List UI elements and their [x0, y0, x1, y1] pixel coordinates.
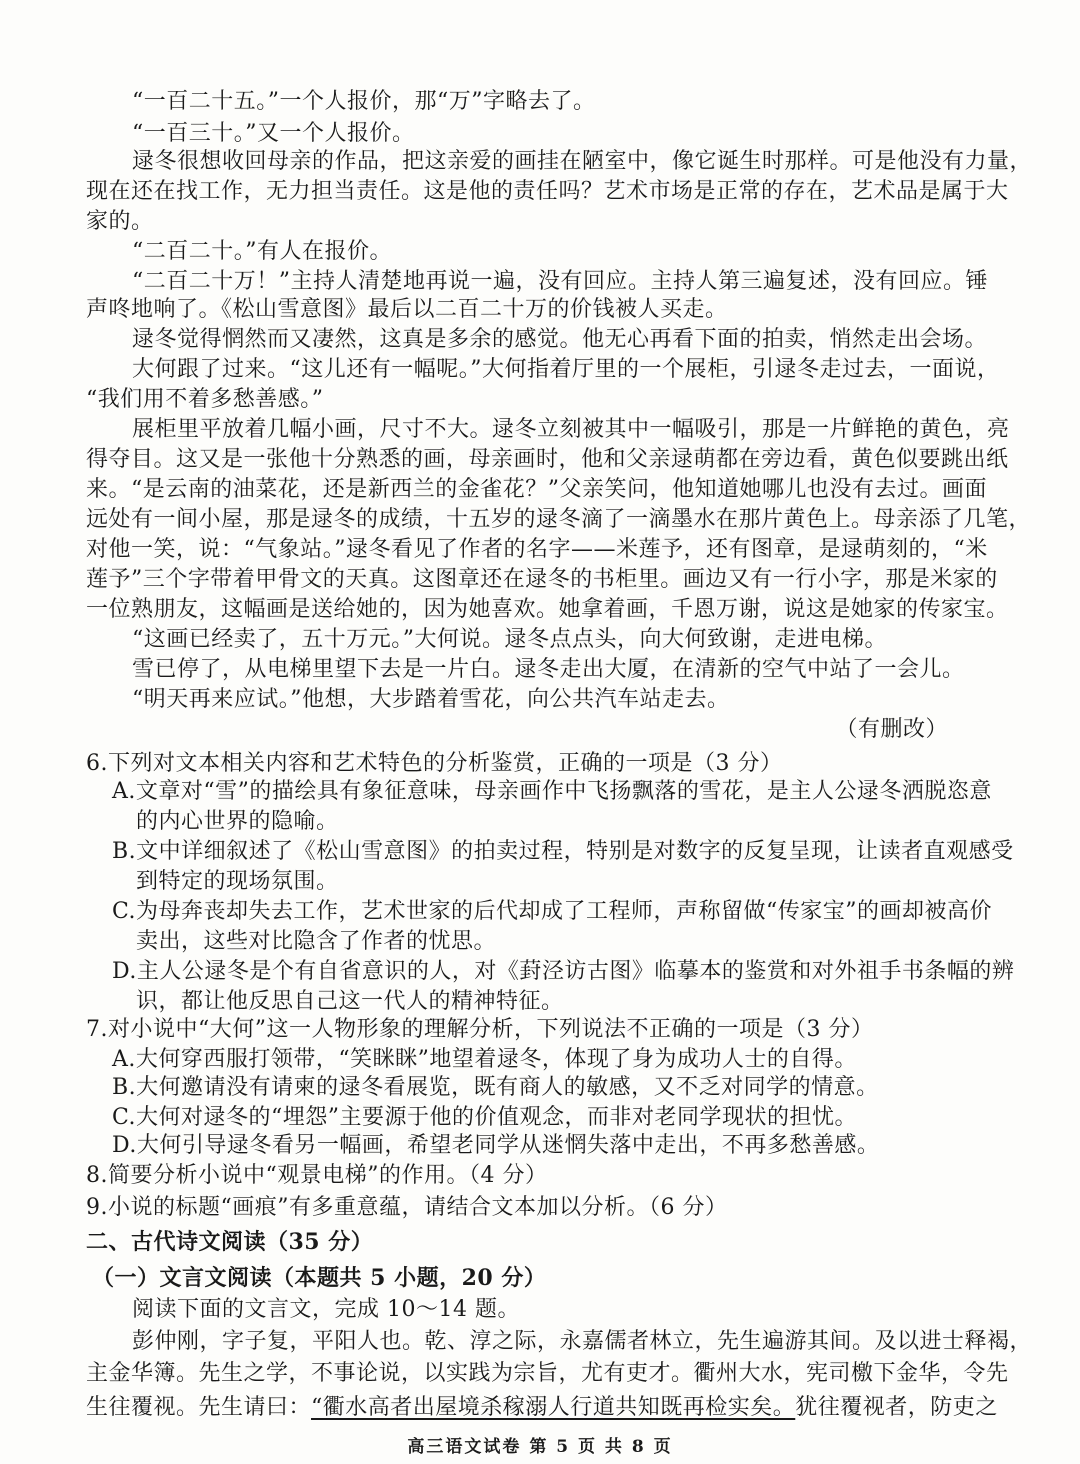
passage-line: “一百二十五。”一个人报价，那“万”字略去了。 [132, 89, 596, 114]
question-6-stem: 6.下列对文本相关内容和艺术特色的分析鉴赏，正确的一项是（3 分） [86, 751, 783, 776]
question-6-option-a: A.文章对“雪”的描绘具有象征意味，母亲画作中飞扬飘落的雪花，是主人公逯冬洒脱恣意 [112, 779, 992, 804]
section-heading: 二、古代诗文阅读（35 分） [86, 1229, 374, 1255]
passage-line: “一百三十。”又一个人报价。 [132, 121, 415, 146]
passage-line: “这画已经卖了，五十万元。”大何说。逯冬点点头，向大何致谢，走进电梯。 [132, 627, 887, 652]
question-7-stem: 7.对小说中“大何”这一人物形象的理解分析，下列说法不正确的一项是（3 分） [86, 1017, 874, 1042]
question-6-option-a-cont: 的内心世界的隐喻。 [136, 809, 339, 834]
question-6-option-c: C.为母奔丧却失去工作，艺术世家的后代却成了工程师，声称留做“传家宝”的画却被高价 [112, 899, 993, 924]
passage-line: 家的。 [86, 209, 154, 234]
passage-line: 现在还在找工作，无力担当责任。这是他的责任吗？艺术市场是正常的存在，艺术品是属于大 [86, 179, 1009, 204]
classical-line: 主金华簿。先生之学，不事论说，以实践为宗旨，尤有吏才。衢州大水，宪司檄下金华，令先 [86, 1361, 1009, 1386]
passage-line: “明天再来应试。”他想，大步踏着雪花，向公共汽车站走去。 [132, 687, 730, 712]
passage-line: 雪已停了，从电梯里望下去是一片白。逯冬走出大厦，在清新的空气中站了一会儿。 [132, 657, 965, 682]
source-note: （有删改） [835, 717, 948, 742]
reading-instruction: 阅读下面的文言文，完成 10～14 题。 [132, 1297, 520, 1322]
question-7-option-a: A.大何穿西服打领带，“笑眯眯”地望着逯冬，体现了身为成功人士的自得。 [112, 1047, 857, 1072]
underlined-sentence: “衢水高者出屋境杀稼溺人行道共知既再检实矣。 [311, 1395, 796, 1420]
passage-line: 得夺目。这又是一张他十分熟悉的画，母亲画时，他和父亲逯萌都在旁边看，黄色似要跳出纸 [86, 447, 1009, 472]
question-7-option-c: C.大何对逯冬的“埋怨”主要源于他的价值观念，而非对老同学现状的担忧。 [112, 1105, 858, 1130]
classical-line: 彭仲刚，字子复，平阳人也。乾、淳之际，永嘉儒者林立，先生遍游其间。及以进士释褐， [132, 1329, 1033, 1354]
classical-text: 犹往覆视者，防吏之 [795, 1395, 998, 1420]
passage-line: 逯冬很想收回母亲的作品，把这亲爱的画挂在陋室中，像它诞生时那样。可是他没有力量， [132, 149, 1033, 174]
question-6-option-b-cont: 到特定的现场氛围。 [136, 869, 339, 894]
question-9: 9.小说的标题“画痕”有多重意蕴，请结合文本加以分析。（6 分） [86, 1195, 728, 1220]
passage-line: 莲予”三个字带着甲骨文的天真。这图章还在逯冬的书柜里。画边又有一行小字，那是米家的 [86, 567, 998, 592]
passage-line: 来。“是云南的油菜花，还是新西兰的金雀花？”父亲笑问，他知道她哪儿也没有去过。画面 [86, 477, 987, 502]
question-7-option-d: D.大何引导逯冬看另一幅画，希望老同学从迷惘失落中走出，不再多愁善感。 [112, 1133, 880, 1158]
passage-line: 一位熟朋友，这幅画是送给她的，因为她喜欢。她拿着画，千恩万谢，说这是她家的传家宝。 [86, 597, 1009, 622]
passage-line: 逯冬觉得惘然而又凄然，这真是多余的感觉。他无心再看下面的拍卖，悄然走出会场。 [132, 327, 988, 352]
passage-line: “我们用不着多愁善感。” [86, 387, 324, 412]
passage-line: 展柜里平放着几幅小画，尺寸不大。逯冬立刻被其中一幅吸引，那是一片鲜艳的黄色，亮 [132, 417, 1010, 442]
passage-line: 远处有一间小屋，那是逯冬的成绩，十五岁的逯冬滴了一滴墨水在那片黄色上。母亲添了几笔， [86, 507, 1032, 532]
question-6-option-d: D.主人公逯冬是个有自省意识的人，对《葑泾访古图》临摹本的鉴赏和对外祖手书条幅的辨 [112, 959, 1015, 984]
question-7-option-b: B.大何邀请没有请柬的逯冬看展览，既有商人的敏感，又不乏对同学的情意。 [112, 1075, 879, 1100]
classical-line [86, 1392, 1016, 1424]
page-footer: 高三语文试卷 第 5 页 共 8 页 [407, 1437, 673, 1457]
passage-line: 大何跟了过来。“这儿还有一幅呢。”大何指着厅里的一个展柜，引逯冬走过去，一面说， [132, 357, 1000, 382]
question-6-option-c-cont: 卖出，这些对比隐含了作者的忧思。 [136, 929, 497, 954]
passage-line: 声咚地响了。《松山雪意图》最后以二百二十万的价钱被人买走。 [86, 297, 728, 322]
question-6-option-b: B.文中详细叙述了《松山雪意图》的拍卖过程，特别是对数字的反复呈现，让读者直观感受 [112, 839, 1014, 864]
passage-line: “二百二十。”有人在报价。 [132, 239, 392, 264]
passage-line: “二百二十万！”主持人清楚地再说一遍，没有回应。主持人第三遍复述，没有回应。锤 [132, 269, 988, 294]
subsection-heading: （一）文言文阅读（本题共 5 小题，20 分） [92, 1265, 547, 1291]
question-6-option-d-cont: 识，都让他反思自己这一代人的精神特征。 [136, 989, 564, 1014]
classical-text: 生往覆视。先生请曰： [86, 1395, 312, 1420]
passage-line: 对他一笑，说：“气象站。”逯冬看见了作者的名字——米莲予，还有图章，是逯萌刻的，“米 [86, 537, 988, 562]
question-8: 8.简要分析小说中“观景电梯”的作用。（4 分） [86, 1163, 548, 1188]
